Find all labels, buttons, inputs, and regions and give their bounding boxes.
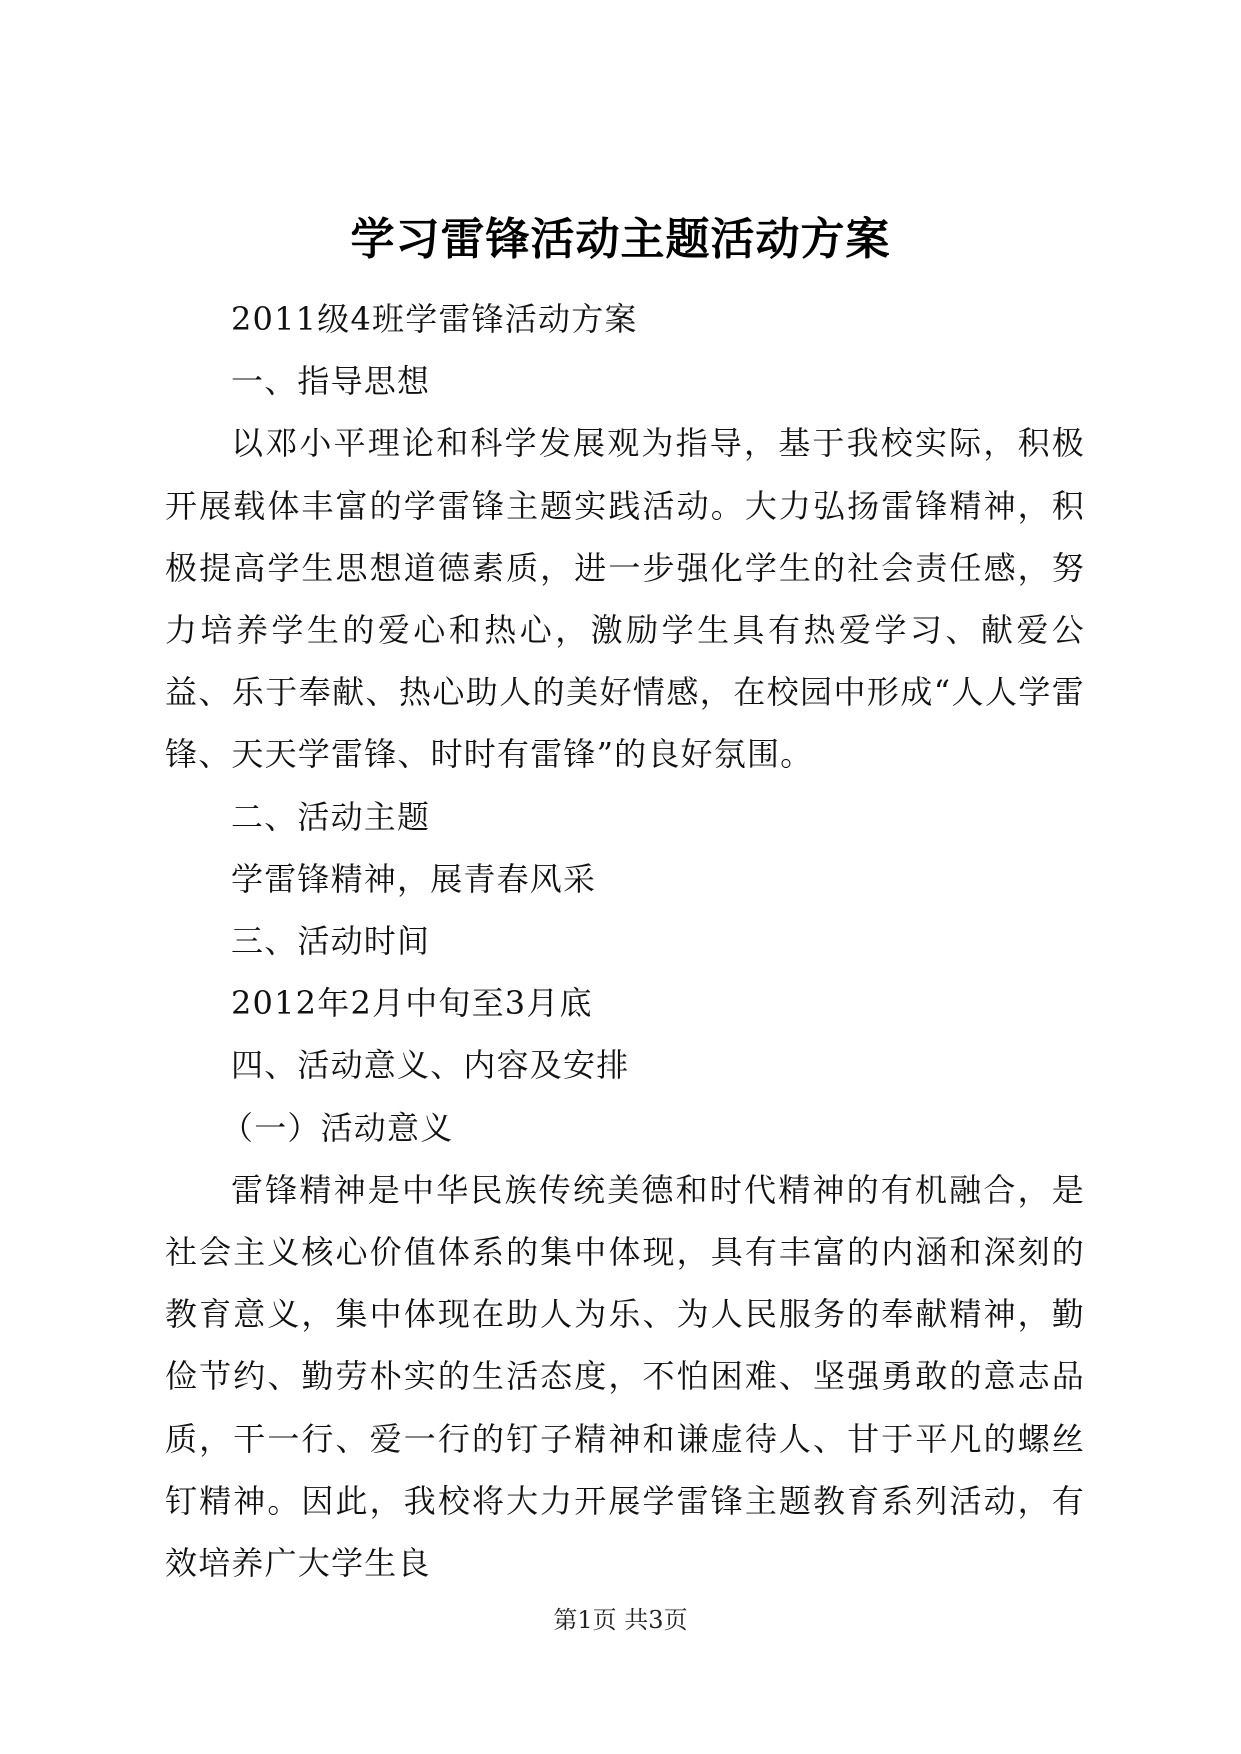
section-heading-activity-time: 三、活动时间 [231, 922, 431, 961]
section-heading-activity-theme: 二、活动主题 [231, 797, 431, 836]
section-heading-guiding-ideology: 一、指导思想 [231, 362, 431, 401]
section-heading-significance-content: 四、活动意义、内容及安排 [231, 1046, 630, 1085]
document-body [165, 288, 1085, 1594]
paragraph-activity-time: 2012年2月中旬至3月底 [231, 984, 593, 1023]
paragraph-activity-theme: 学雷锋精神，展青春风采 [231, 859, 597, 898]
paragraph-significance: 雷锋精神是中华民族传统美德和时代精神的有机融合，是社会主义核心价值体系的集中体现，具有丰富的内涵和深刻的教育意义，集中体现在助人为乐、为人民服务的奉献精神，勤俭节约、勤劳朴实的生活态度，不怕困难、坚强勇敢的意志品质，干一行、爱一行的钉子精神和谦虚待人、甘于平凡的螺丝钉精神。因此，我校将大力开展学雷锋主题教育系列活动，有效培养广大学生良 [165, 1170, 1085, 1583]
page-title: 学习雷锋活动主题活动方案 [350, 214, 891, 265]
paragraph-guiding-ideology: 以邓小平理论和科学发展观为指导，基于我校实际，积极开展载体丰富的学雷锋主题实践活动。大力弘扬雷锋精神，积极提高学生思想道德素质，进一步强化学生的社会责任感，努力培养学生的爱心和热心，激励学生具有热爱学习、献爱公益、乐于奉献、热心助人的美好情感，在校园中形成“人人学雷锋、天天学雷锋、时时有雷锋”的良好氛围。 [165, 424, 1085, 774]
page-number-footer: 第1页 共3页 [553, 1606, 688, 1634]
class-plan-subtitle: 2011级4班学雷锋活动方案 [231, 300, 638, 338]
subsection-heading-significance: （一）活动意义 [221, 1108, 454, 1147]
